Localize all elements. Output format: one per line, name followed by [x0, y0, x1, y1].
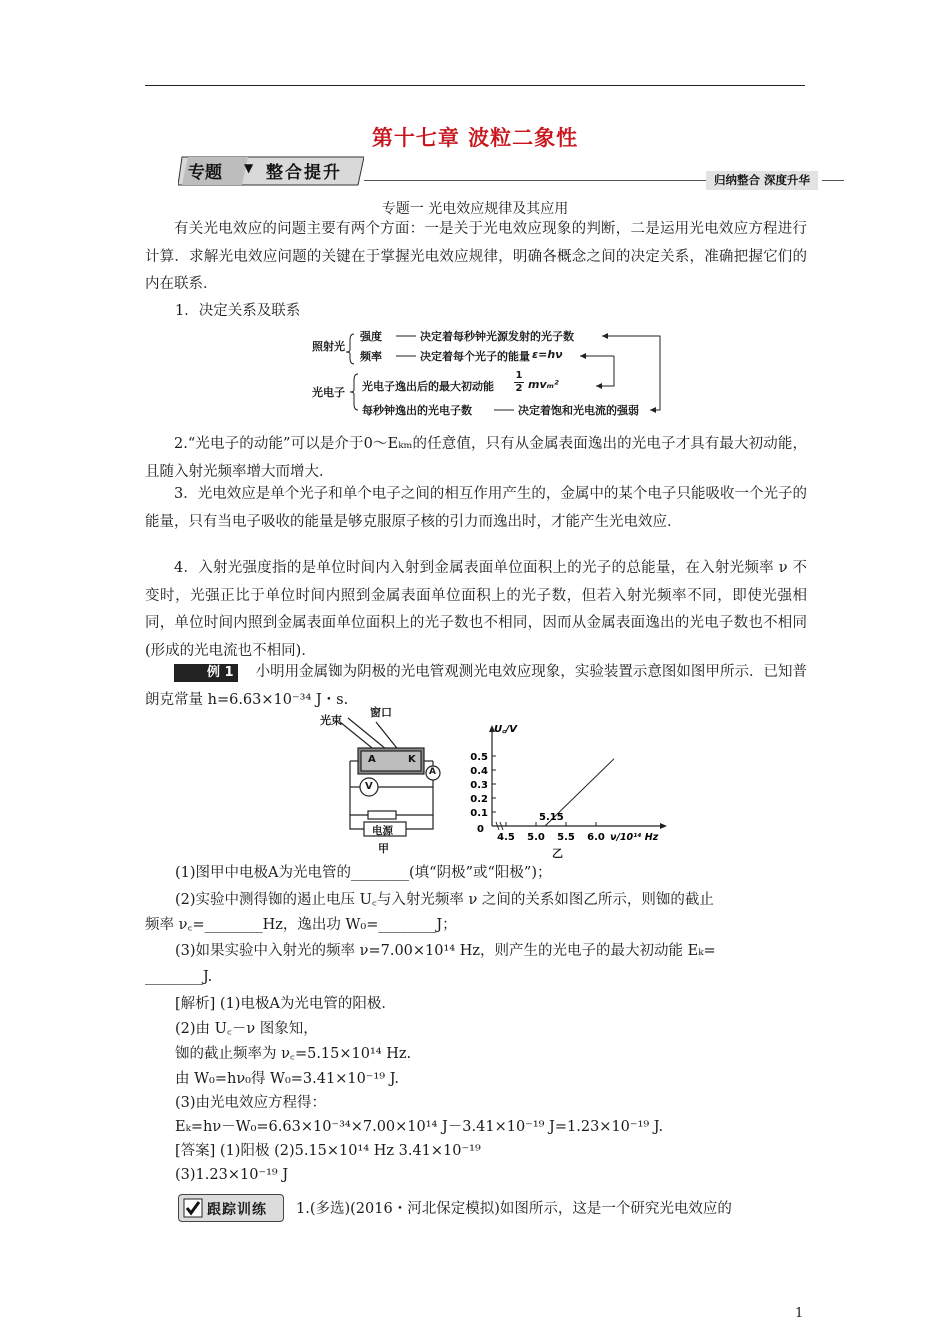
question-3a: (3)如果实验中入射光的频率 ν=7.00×10¹⁴ Hz，则产生的光电子的最大初动能 Eₖ= — [175, 943, 716, 959]
uc-vs-frequency-chart — [462, 722, 682, 862]
y-tick-label: 0.2 — [470, 794, 488, 805]
question-3b: ________J. — [145, 969, 213, 985]
banner-rule-right — [822, 180, 844, 181]
beam-label: 光束 — [320, 714, 342, 727]
point-1: 1．决定关系及联系 — [175, 303, 301, 319]
voltmeter-label: V — [365, 781, 373, 792]
y-tick-label: 0.1 — [470, 808, 488, 819]
figure-b-caption: 乙 — [552, 847, 563, 860]
ke-formula: mvₘ² — [528, 378, 559, 391]
energy-formula: ε=hν — [532, 348, 563, 361]
banner-left-label: 专题 — [188, 163, 222, 183]
question-1: (1)图甲中电极A为光电管的________(填“阴极”或“阳极”)； — [175, 865, 552, 881]
power-label: 电源 — [372, 825, 393, 837]
answer-2: (3)1.23×10⁻¹⁹ J — [175, 1167, 289, 1183]
cutoff-annotation: 5.15 — [539, 812, 564, 823]
banner-right-tag: 归纳整合 深度升华 — [706, 171, 818, 190]
checkmark-icon — [183, 1198, 203, 1218]
electrode-a-label: A — [368, 754, 376, 765]
ke-fraction — [514, 370, 524, 395]
light-label: 照射光 — [312, 340, 345, 353]
window-label: 窗口 — [370, 706, 392, 719]
ke-numerator: 1 — [515, 370, 523, 381]
y-axis-label: U꜀/V — [494, 724, 517, 735]
banner-label: 整合提升 — [266, 163, 342, 183]
photoelectron-label: 光电子 — [312, 386, 345, 399]
topic-title: 专题一 光电效应规律及其应用 — [381, 201, 569, 217]
y-tick-label: 0.3 — [470, 780, 488, 791]
solution-5: (3)由光电效应方程得： — [175, 1095, 327, 1111]
figure-chart — [462, 722, 682, 862]
x-tick-label: 4.5 — [497, 832, 515, 843]
intensity-label: 强度 — [360, 330, 382, 343]
max-ke-desc: 光电子逸出后的最大初动能 — [362, 380, 494, 393]
banner-arrow-icon: ▼ — [244, 161, 254, 175]
ammeter-label: A — [429, 767, 436, 777]
point-3: 3．光电效应是单个光子和单个电子之间的相互作用产生的，金属中的某个电子只能吸收一个光子的能量，只有当电子吸收的能量是够克服原子核的引力而逸出时，才能产生光电效应． — [145, 486, 807, 530]
frequency-label: 频率 — [360, 350, 382, 363]
y-tick-label: 0.5 — [470, 752, 488, 763]
intensity-desc: 决定着每秒钟光源发射的光子数 — [420, 330, 574, 343]
x-tick-label: 5.0 — [527, 832, 545, 843]
question-2a: (2)实验中测得铷的遏止电压 U꜀与入射光频率 ν 之间的关系如图乙所示，则铷的截止 — [175, 892, 714, 908]
origin-label: 0 — [477, 824, 484, 835]
page-number: 1 — [795, 1306, 804, 1321]
count-effect: 决定着饱和光电流的强弱 — [518, 404, 639, 417]
header-rule — [145, 85, 805, 86]
x-tick-label: 5.5 — [557, 832, 575, 843]
example-tag: 例 1 — [174, 664, 238, 682]
training-text: 1.(多选)(2016・河北保定模拟)如图所示，这是一个研究光电效应的 — [296, 1201, 732, 1217]
solution-1: [解析] (1)电极A为光电管的阳极． — [175, 996, 396, 1012]
ke-denominator: 2 — [515, 383, 523, 394]
chapter-title: 第十七章 波粒二象性 — [371, 125, 579, 150]
example-1 — [145, 659, 807, 714]
frequency-desc: 决定着每个光子的能量 — [420, 350, 530, 363]
concept-map — [310, 328, 670, 424]
x-tick-label: 6.0 — [587, 832, 605, 843]
figure-circuit — [320, 706, 450, 855]
x-axis-label: ν/10¹⁴ Hz — [610, 832, 659, 843]
solution-4: 由 W₀=hν₀得 W₀=3.41×10⁻¹⁹ J. — [175, 1071, 399, 1087]
solution-2: (2)由 U꜀－ν 图象知， — [175, 1021, 318, 1037]
x-axis-arrow — [660, 823, 667, 829]
electrode-k-label: K — [408, 754, 416, 765]
count-desc: 每秒钟逸出的光电子数 — [362, 404, 472, 417]
question-2b: 频率 ν꜀=________Hz，逸出功 W₀=________J； — [145, 917, 457, 933]
training-label: 跟踪训练 — [207, 1202, 267, 1218]
point-4: 4．入射光强度指的是单位时间内入射到金属表面单位面积上的光子的总能量，在入射光频率 ν 不变时，光强正比于单位时间内照到金属表面单位面积上的光子数，但若入射光频率不同，即使光强相同，单位时间内照到金属表面单位面积上的光子数也不相同，因而从金属表面逸出的光电子数也不相同(形成的光电流也不相同)． — [145, 560, 807, 659]
solution-6: Eₖ=hν－W₀=6.63×10⁻³⁴×7.00×10¹⁴ J－3.41×10⁻¹⁹ J=1.23×10⁻¹⁹ J. — [175, 1119, 664, 1135]
answer-1: [答案] (1)阳极 (2)5.15×10¹⁴ Hz 3.41×10⁻¹⁹ — [175, 1143, 481, 1159]
point-2: 2.“光电子的动能”可以是介于0～Eₖₘ的任意值，只有从金属表面逸出的光电子才具有最大初动能，且随入射光频率增大而增大． — [145, 436, 807, 480]
solution-3: 铷的截止频率为 ν꜀=5.15×10¹⁴ Hz. — [175, 1046, 412, 1062]
figure-a-caption: 甲 — [378, 842, 389, 855]
training-badge — [178, 1194, 284, 1222]
intro-paragraph: 有关光电效应的问题主要有两个方面：一是关于光电效应现象的判断，二是运用光电效应方程进行计算．求解光电效应问题的关键在于掌握光电效应规律，明确各概念之间的决定关系，准确把握它们的内在联系． — [145, 221, 807, 292]
y-tick-label: 0.4 — [470, 766, 488, 777]
example-text: 小明用金属铷为阴极的光电管观测光电效应现象，实验装置示意图如图甲所示．已知普朗克常量 h=6.63×10⁻³⁴ J・s. — [145, 664, 807, 708]
banner-rule — [364, 180, 706, 181]
